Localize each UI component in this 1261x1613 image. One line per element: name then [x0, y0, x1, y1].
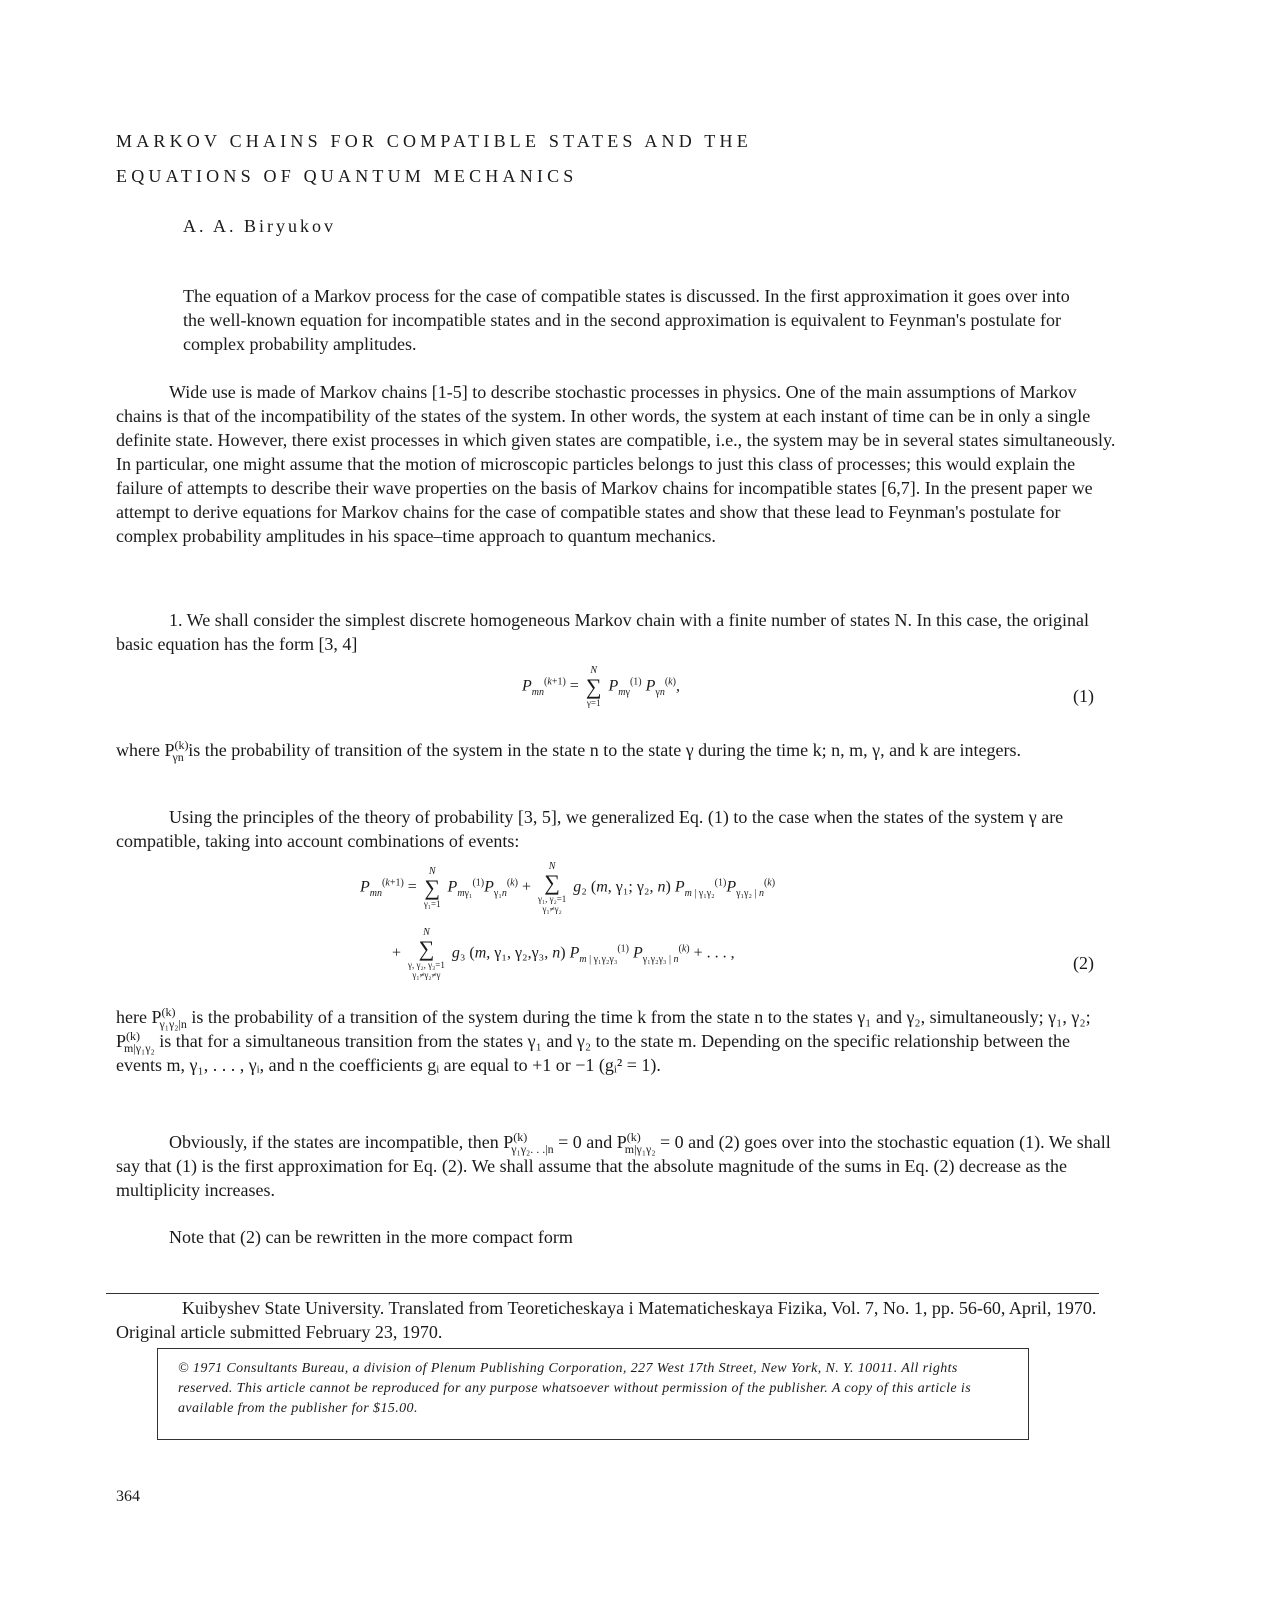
page-number: 364	[116, 1488, 140, 1505]
equation-2-line-2: + N ∑ γ, γ₂, γ₃=1 γ₁≠γ₂≠γ g₃ (m, γ₁, γ₂,γ₃, n) $P_{m | \gamma_1\gamma_2\gamma_3}^{(1)}$ $P_{\gamma_1\gamma_2\gamma_3 | n}^{(k)}$ + . . . ,	[392, 927, 735, 980]
p5-middle: is the probability of a transition of the system during the time k from the state n to the states γ₁ and γ₂, simultaneously; γ₁, γ₂; P	[116, 1007, 1091, 1051]
paragraph-section-1: 1. We shall consider the simplest discrete homogeneous Markov chain with a finite number of states N. In this case, the original basic equation has the form [3, 4]	[116, 610, 1089, 654]
paragraph-eq2-explanation: here $P^{(k)}_{\gamma_1\gamma_2|n}$ is the probability of a transition of the system during the time k from the state n to the states γ₁ and γ₂, simultaneously; γ₁, γ₂; $P^{(k)}_{m|\gamma_1\gamma_2}$ is that for a simultaneous transition from the states γ₁ and γ₂ to the state m. Depending on the specific relationship between the events m, γ₁, . . . , γᵢ, and n the coefficients gᵢ are equal to +1 or −1 (gᵢ² = 1).	[116, 1005, 1091, 1075]
footnote-rule	[106, 1293, 1099, 1294]
paragraph-compact-form: Note that (2) can be rewritten in the more compact form	[169, 1227, 573, 1247]
p3-rest: is the probability of transition of the system in the state n to the state γ during the time k; n, m, γ, and k are integers.	[188, 740, 1022, 760]
p5-rest: is that for a simultaneous transition from the states γ₁ and γ₂ to the state m. Depending on the specific relationship between the events m, γ₁, . . . , γᵢ, and n the coefficients gᵢ are equal to +1 or −1 (gᵢ² = 1).	[116, 1031, 1070, 1075]
p5-start: here P	[116, 1007, 162, 1027]
author: A. A. Biryukov	[183, 216, 337, 236]
p6-start: Obviously, if the states are incompatible, then P	[169, 1132, 514, 1152]
equation-2-number: (2)	[1073, 953, 1094, 973]
paragraph-intro: Wide use is made of Markov chains [1-5] to describe stochastic processes in physics. One of the main assumptions of Markov chains is that of the incompatibility of the states of the system. In other words, the system at each instant of time can be in only a single definite state. However, there exist processes in which given states are compatible, i.e., the system may be in several states simultaneously. In particular, one might assume that the motion of microscopic particles belongs to just this class of processes; this would explain the failure of attempts to describe their wave properties on the basis of Markov chains for incompatible states [6,7]. In the present paper we attempt to derive equations for Markov chains for the case of compatible states and show that these lead to Feynman's postulate for complex probability amplitudes in his space–time approach to quantum mechanics.	[116, 382, 1116, 546]
p3-start: where P	[116, 740, 175, 760]
equation-1: $P_{mn}^{(k+1)}$ = N ∑ γ=1 $P_{m\gamma}^{(1)}$ $P_{\gamma n}^{(k)}$,	[522, 665, 680, 708]
paragraph-eq1-explanation: where $P^{(k)}_{\gamma n}$ is the probability of transition of the system in the state n to the state γ during the time k; n, m, γ, and k are integers.	[116, 738, 1022, 764]
equation-2-line-1: $P_{mn}^{(k+1)}$ = N ∑ γ₁=1 $P_{m\gamma_1}^{(1)}P_{\gamma_1n}^{(k)}$ + N ∑ γ₁, γ₂=1 γ₁≠γ₂ g₂ (m, γ₁; γ₂, n) $P_{m | \gamma_1\gamma_2}^{(1)}P_{\gamma_1\gamma_2 | n}^{(k)}$	[360, 861, 776, 914]
paragraph-generalization: Using the principles of the theory of probability [3, 5], we generalized Eq. (1) to the case when the states of the system γ are compatible, taking into account combinations of events:	[116, 807, 1064, 851]
copyright-box: © 1971 Consultants Bureau, a division of Plenum Publishing Corporation, 227 West 17th Street, New York, N. Y. 10011. All rights reserved. This article cannot be reproduced for any purpose whatsoever without permission of the publisher. A copy of this article is available from the publisher for $15.00.	[157, 1348, 1029, 1440]
abstract: The equation of a Markov process for the case of compatible states is discussed. In the first approximation it goes over into the well-known equation for incompatible states and in the second approximation is equivalent to Feynman's postulate for complex probability amplitudes.	[183, 286, 1070, 354]
paragraph-incompatible: Obviously, if the states are incompatible, then $P^{(k)}_{\gamma_1\gamma_2. . .|n} = 0$ and $P^{(k)}_{m|\gamma_1\gamma_2} = 0$ and (2) goes over into the stochastic equation (1). We shall say that (1) is the first approximation for Eq. (2). We shall assume that the absolute magnitude of the sums in Eq. (2) decrease as the multiplicity increases.	[116, 1130, 1111, 1200]
p6-rest: = 0 and (2) goes over into the stochastic equation (1). We shall say that (1) is the first approximation for Eq. (2). We shall assume that the absolute magnitude of the sums in Eq. (2) decrease as the multiplicity increases.	[116, 1132, 1111, 1200]
footnote: Kuibyshev State University. Translated from Teoreticheskaya i Matematicheskaya Fizika, Vol. 7, No. 1, pp. 56-60, April, 1970. Original article submitted February 23, 1970.	[116, 1298, 1097, 1342]
title-line-1: MARKOV CHAINS FOR COMPATIBLE STATES AND THE	[116, 131, 752, 151]
equation-1-number: (1)	[1073, 686, 1094, 706]
title-line-2: EQUATIONS OF QUANTUM MECHANICS	[116, 166, 578, 186]
p6-middle: = 0 and P	[558, 1132, 627, 1152]
